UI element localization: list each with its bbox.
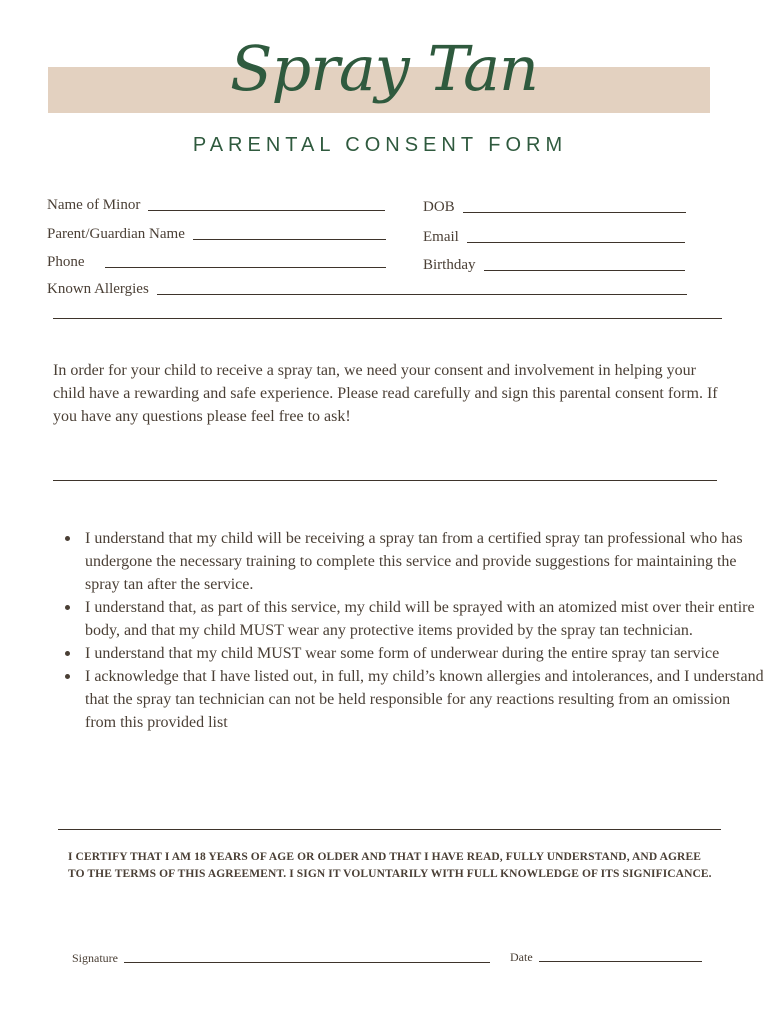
term-text: I understand that my child MUST wear some form of underwear during the entire spray tan service [85, 645, 720, 662]
bullet-icon [65, 536, 70, 541]
parent-guardian-name-field[interactable] [47, 225, 386, 243]
name-of-minor-field[interactable] [47, 196, 385, 214]
email-field[interactable] [423, 228, 685, 246]
terms-list-item [85, 665, 765, 734]
parent-guardian-name-line[interactable] [193, 238, 386, 240]
email-label: Email [423, 229, 459, 245]
phone-line[interactable] [105, 266, 387, 268]
signature-line[interactable] [124, 962, 490, 963]
dob-line[interactable] [463, 211, 686, 213]
intro-paragraph: In order for your child to receive a spray tan, we need your consent and involvement in helping your child have a rewarding and safe experience. Please read carefully and sign this parental consent form. If you have any questions please feel free to ask! [53, 362, 718, 425]
dob-field[interactable] [423, 198, 686, 216]
signature-label: Signature [72, 951, 118, 965]
date-field[interactable] [510, 950, 702, 964]
known-allergies-field[interactable] [47, 280, 687, 298]
terms-list-item [85, 527, 765, 596]
date-line[interactable] [539, 961, 702, 962]
phone-label: Phone [47, 254, 85, 270]
known-allergies-label: Known Allergies [47, 281, 149, 297]
birthday-line[interactable] [484, 269, 686, 271]
term-text: I understand that, as part of this service, my child will be sprayed with an atomized mist over their entire body, and that my child MUST wear any protective items provided by the spray tan technician. [85, 599, 755, 639]
parent-guardian-name-label: Parent/Guardian Name [47, 226, 185, 242]
term-text: I understand that my child will be receiving a spray tan from a certified spray tan professional who has undergone the necessary training to complete this service and provide suggestions for maintaining the spray tan after the service. [85, 530, 743, 593]
form-subtitle: PARENTAL CONSENT FORM [192, 134, 568, 156]
phone-field[interactable] [47, 253, 386, 271]
birthday-label: Birthday [423, 257, 476, 273]
certification-statement: I CERTIFY THAT I AM 18 YEARS OF AGE OR OLDER AND THAT I HAVE READ, FULLY UNDERSTAND, AND AGREE TO THE TERMS OF THIS AGREEMENT. I SIGN IT VOLUNTARILY WITH FULL KNOWLEDGE OF ITS SIGNIFICANCE. [68, 851, 712, 880]
date-label: Date [510, 950, 533, 964]
dob-label: DOB [423, 199, 455, 215]
known-allergies-line[interactable] [157, 293, 687, 295]
form-title: Spray Tan [230, 32, 538, 105]
section-divider-2 [53, 480, 717, 481]
section-divider-1 [53, 318, 722, 319]
email-line[interactable] [467, 241, 685, 243]
signature-field[interactable] [72, 951, 490, 965]
birthday-field[interactable] [423, 256, 685, 274]
term-text: I acknowledge that I have listed out, in full, my child’s known allergies and intolerances, and I understand that the spray tan technician can not be held responsible for any reactions resulting from an omission from this provided list [85, 668, 764, 731]
terms-list-item [85, 642, 765, 665]
bullet-icon [65, 674, 70, 679]
bullet-icon [65, 605, 70, 610]
terms-list [52, 527, 765, 734]
bullet-icon [65, 651, 70, 656]
name-of-minor-label: Name of Minor [47, 197, 141, 213]
section-divider-3 [58, 829, 721, 830]
name-of-minor-line[interactable] [148, 209, 385, 211]
terms-list-item [85, 596, 765, 642]
